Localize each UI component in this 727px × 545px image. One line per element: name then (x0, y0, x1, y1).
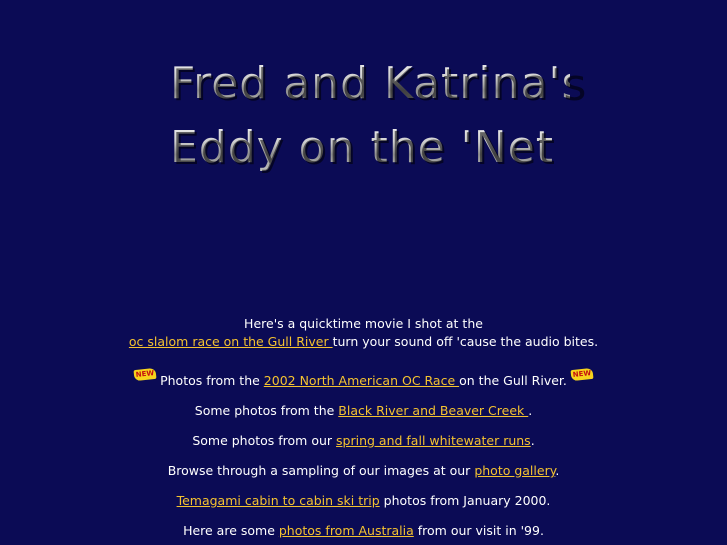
black-river-line (0, 402, 727, 420)
temagami-line (0, 492, 727, 510)
site-title-banner (170, 52, 586, 180)
site-title-line-1: Fred and Katrina's (170, 52, 570, 116)
movie-line (0, 333, 727, 351)
photo-gallery-link[interactable]: photo gallery (474, 463, 556, 478)
temagami-text-after: photos from January 2000. (379, 493, 551, 508)
gallery-text-after: . (555, 463, 560, 478)
oc-race-link[interactable]: 2002 North American OC Race (263, 373, 460, 388)
gallery-text-before: Browse through a sampling of our images at our (167, 463, 475, 478)
whitewater-link[interactable]: spring and fall whitewater runs (336, 433, 531, 448)
movie-note: turn your sound off 'cause the audio bites. (332, 334, 599, 349)
whitewater-text-before: Some photos from our (192, 433, 337, 448)
black-river-text-after: . (528, 403, 533, 418)
oc-race-line (0, 369, 727, 390)
black-river-text-before: Some photos from the (194, 403, 339, 418)
new-badge-icon: NEW (570, 368, 593, 381)
oc-race-text-before: Photos from the (160, 373, 264, 388)
movie-intro: Here's a quicktime movie I shot at the (244, 316, 483, 331)
australia-photos-link[interactable]: photos from Australia (278, 523, 414, 538)
australia-text-after: from our visit in '99. (413, 523, 544, 538)
australia-text-before: Here are some (183, 523, 279, 538)
new-badge-icon: NEW (134, 368, 157, 381)
main-content (0, 315, 727, 540)
oc-race-text-after: on the Gull River. (459, 373, 567, 388)
whitewater-text-after: . (530, 433, 535, 448)
whitewater-line (0, 432, 727, 450)
oc-slalom-movie-link[interactable]: oc slalom race on the Gull River (128, 334, 333, 349)
australia-line (0, 522, 727, 540)
site-title-line-2: Eddy on the 'Net (170, 116, 570, 180)
gallery-line (0, 462, 727, 480)
black-river-link[interactable]: Black River and Beaver Creek (338, 403, 529, 418)
temagami-ski-trip-link[interactable]: Temagami cabin to cabin ski trip (176, 493, 380, 508)
